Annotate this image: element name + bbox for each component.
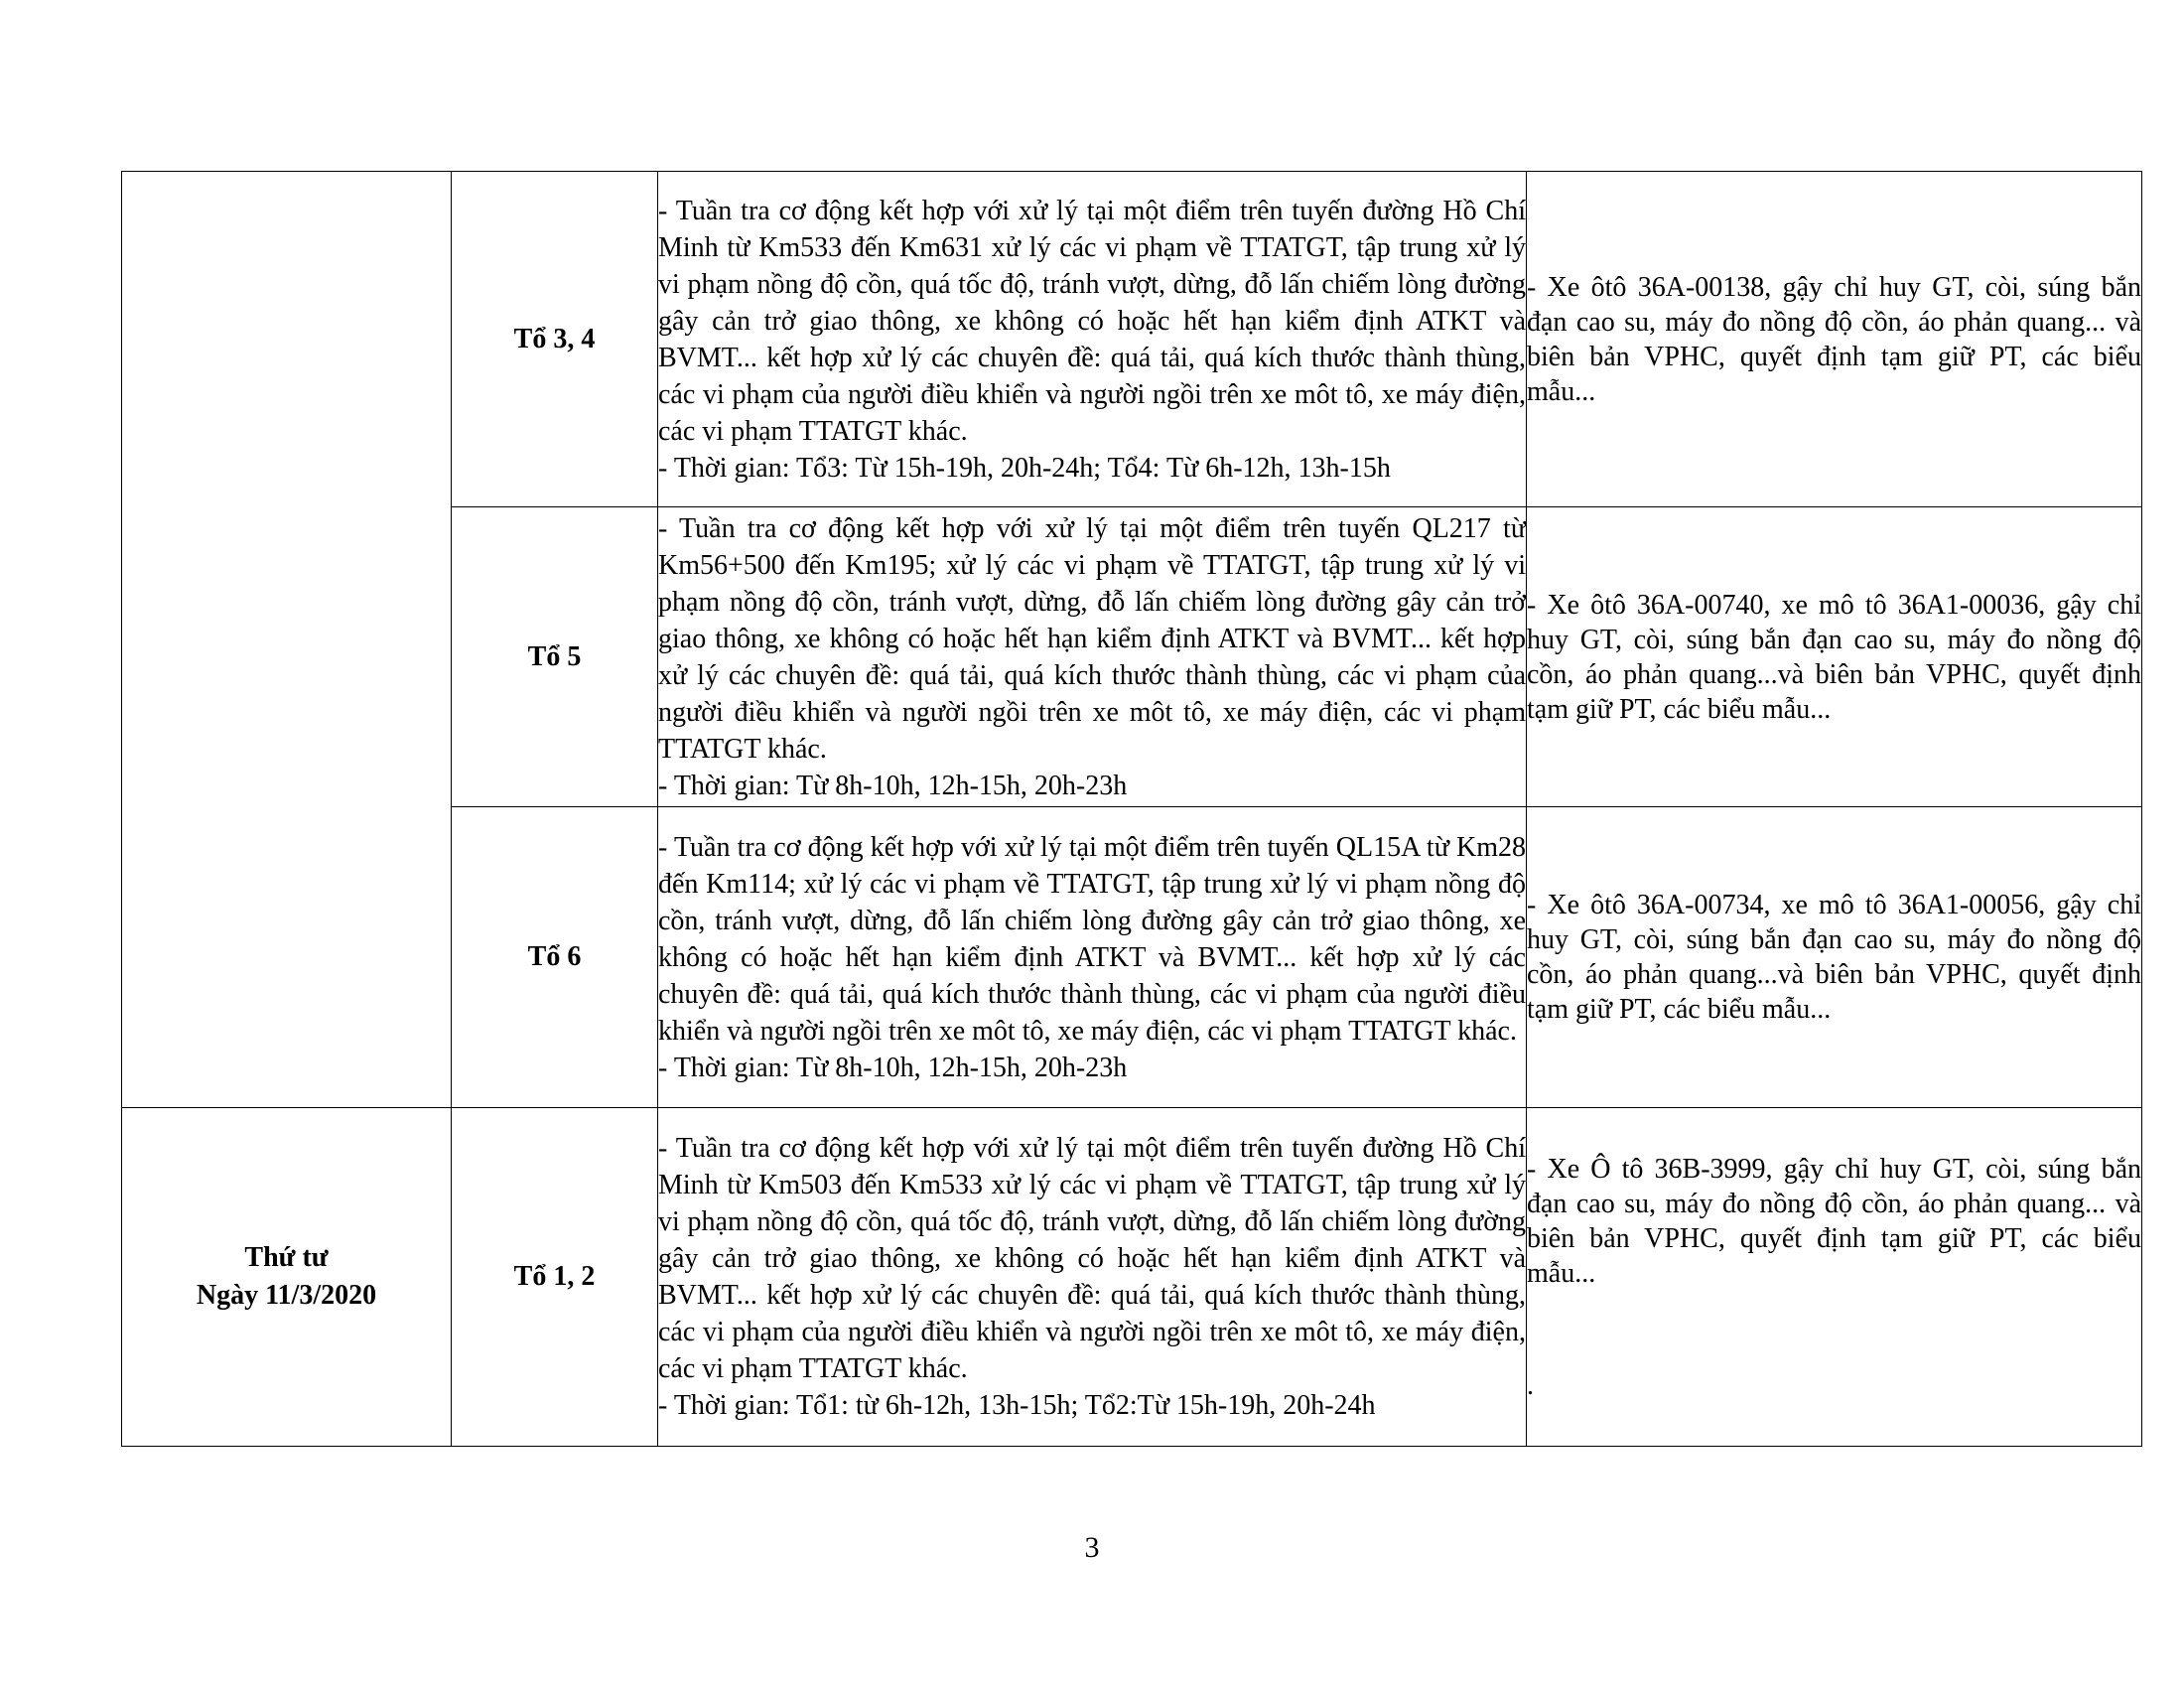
task-time: - Thời gian: Từ 8h-10h, 12h-15h, 20h-23h (658, 770, 1128, 801)
task-description: - Tuần tra cơ động kết hợp với xử lý tại một điểm trên tuyến đường Hồ Chí Minh từ Km503 đến Km533 xử lý các vi phạm về TTATGT, tập trung xử lý vi phạm nồng độ cồn, quá tốc độ, tránh vượt, dừng, đỗ lấn chiếm lòng đường gây cản trở giao thông, xe không có hoặc hết hạn kiểm định ATKT và BVMT... kết hợp xử lý các chuyên đề: quá tải, quá kích thước thành thùng, các vi phạm của người điều khiển và người ngồi trên xe môt tô, xe máy điện, các vi phạm TTATGT khác. (658, 1133, 1526, 1384)
team-cell: Tổ 1, 2 (452, 1108, 658, 1447)
task-cell (658, 807, 1527, 1108)
team-cell: Tổ 3, 4 (452, 172, 658, 507)
task-description: - Tuần tra cơ động kết hợp với xử lý tại một điểm trên tuyến QL217 từ Km56+500 đến Km195; xử lý các vi phạm về TTATGT, tập trung xử lý vi phạm nồng độ cồn, tránh vượt, dừng, đỗ lấn chiếm lòng đường gây cản trở giao thông, xe không có hoặc hết hạn kiểm định ATKT và BVMT... kết hợp xử lý các chuyên đề: quá tải, quá kích thước thành thùng, các vi phạm của người điều khiển và người ngồi trên xe môt tô, xe máy điện, các vi phạm TTATGT khác. (658, 512, 1526, 765)
task-description: - Tuần tra cơ động kết hợp với xử lý tại một điểm trên tuyến đường Hồ Chí Minh từ Km533 đến Km631 xử lý các vi phạm về TTATGT, tập trung xử lý vi phạm nồng độ cồn, quá tốc độ, tránh vượt, dừng, đỗ lấn chiếm lòng đường gây cản trở giao thông, xe không có hoặc hết hạn kiểm định ATKT và BVMT... kết hợp xử lý các chuyên đề: quá tải, quá kích thước thành thùng, các vi phạm của người điều khiển và người ngồi trên xe môt tô, xe máy điện, các vi phạm TTATGT khác. (658, 195, 1526, 447)
task-cell (658, 507, 1527, 807)
team-cell: Tổ 6 (452, 807, 658, 1108)
task-time: - Thời gian: Từ 8h-10h, 12h-15h, 20h-23h (658, 1052, 1128, 1083)
equipment-cell: - Xe ôtô 36A-00734, xe mô tô 36A1-00056, gậy chỉ huy GT, còi, súng bắn đạn cao su, máy đo nồng độ cồn, áo phản quang...và biên bản VPHC, quyết định tạm giữ PT, các biểu mẫu... (1527, 807, 2142, 1108)
equipment-tail: . (1527, 1369, 1534, 1401)
task-cell (658, 172, 1527, 507)
day-cell-empty (122, 172, 452, 1108)
day-cell (122, 1108, 452, 1447)
schedule-table (121, 171, 2142, 1447)
task-cell (658, 1108, 1527, 1447)
equipment-cell (1527, 1108, 2142, 1447)
task-time: - Thời gian: Tổ1: từ 6h-12h, 13h-15h; Tổ2:Từ 15h-19h, 20h-24h (658, 1390, 1376, 1421)
task-time: - Thời gian: Tổ3: Từ 15h-19h, 20h-24h; Tổ4: Từ 6h-12h, 13h-15h (658, 452, 1391, 484)
equipment-cell: - Xe ôtô 36A-00740, xe mô tô 36A1-00036, gậy chỉ huy GT, còi, súng bắn đạn cao su, máy đo nồng độ cồn, áo phản quang...và biên bản VPHC, quyết định tạm giữ PT, các biểu mẫu... (1527, 507, 2142, 807)
team-cell: Tổ 5 (452, 507, 658, 807)
task-description: - Tuần tra cơ động kết hợp với xử lý tại một điểm trên tuyến QL15A từ Km28 đến Km114; xử lý các vi phạm về TTATGT, tập trung xử lý vi phạm nồng độ cồn, tránh vượt, dừng, đỗ lấn chiếm lòng đường gây cản trở giao thông, xe không có hoặc hết hạn kiểm định ATKT và BVMT... kết hợp xử lý các chuyên đề: quá tải, quá kích thước thành thùng, các vi phạm của người điều khiển và người ngồi trên xe môt tô, xe máy điện, các vi phạm TTATGT khác. (658, 831, 1526, 1047)
weekday: Thứ tư (244, 1242, 329, 1273)
table-row (122, 1108, 2142, 1447)
equipment-cell: - Xe ôtô 36A-00138, gậy chỉ huy GT, còi, súng bắn đạn cao su, máy đo nồng độ cồn, áo phản quang... và biên bản VPHC, quyết định tạm giữ PT, các biểu mẫu... (1527, 172, 2142, 507)
page-number: 3 (1084, 1531, 1100, 1564)
table-row (122, 172, 2142, 507)
date: Ngày 11/3/2020 (196, 1280, 377, 1311)
equipment-text: - Xe Ô tô 36B-3999, gậy chỉ huy GT, còi, súng bắn đạn cao su, máy đo nồng độ cồn, áo phản quang... và biên bản VPHC, quyết định tạm giữ PT, các biểu mẫu... (1527, 1153, 2141, 1289)
